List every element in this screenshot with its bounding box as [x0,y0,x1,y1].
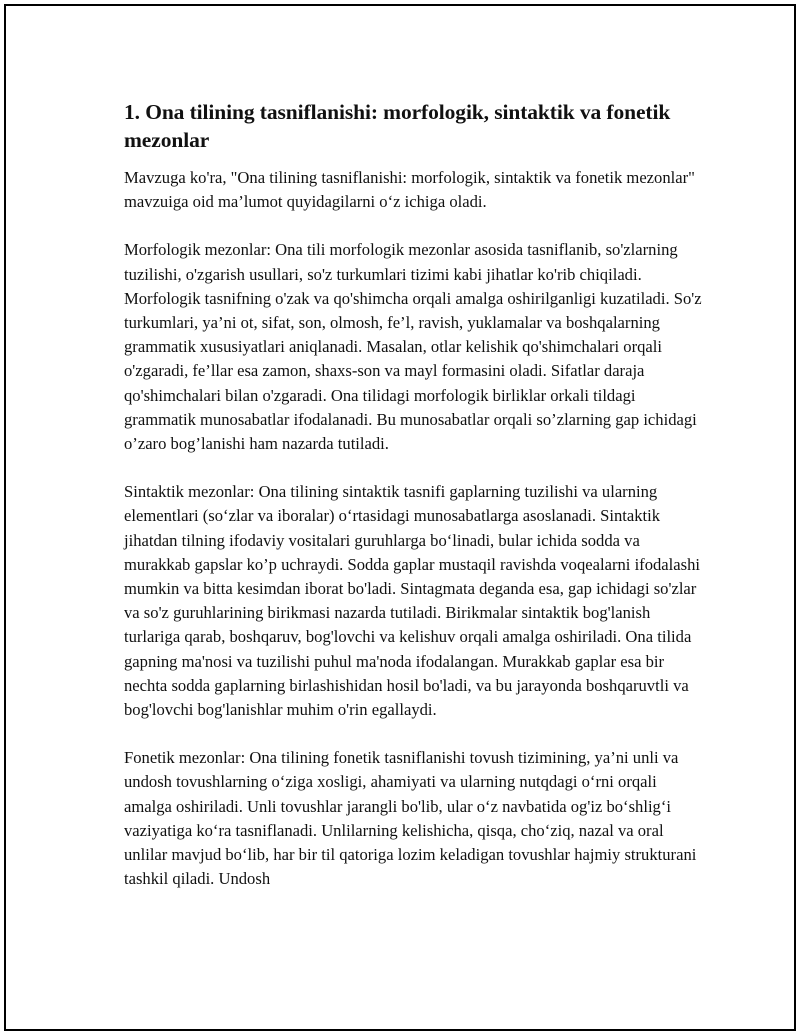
page-frame [4,4,796,1031]
paragraph-intro: Mavzuga ko'ra, "Ona tilining tasniflanishi: morfologik, sintaktik va fonetik mezonlar" mavzuiga oid ma’lumot quyidagilarni o‘z ichiga oladi. [124,168,695,212]
document-heading: 1. Ona tilining tasniflanishi: morfologik, sintaktik va fonetik mezonlar [124,100,671,152]
paragraph-phonetic: Fonetik mezonlar: Ona tilining fonetik tasniflanishi tovush tizimining, ya’ni unli va undosh tovushlarning o‘ziga xosligi, ahamiyati va ularning nutqdagi o‘rni orqali amalga oshiriladi. Unli tovushlar jarangli bo'lib, ular o‘z navbatida og'iz bo‘shlig‘i vaziyatiga ko‘ra tasniflanadi. Unlilarning kelishicha, qisqa, cho‘ziq, nazal va oral unlilar mavjud bo‘lib, har bir til qatoriga lozim keladigan tovushlar hajmiy strukturani tashkil qiladi. Undosh [124,748,697,889]
paragraph-morphological: Morfologik mezonlar: Ona tili morfologik mezonlar asosida tasniflanib, so'zlarning tuzilishi, o'zgarish usullari, so'z turkumlari tizimi kabi jihatlar ko'rib chiqiladi. Morfologik tasnifning o'zak va qo'shimcha orqali amalga oshirilganligi kuzatiladi. So'z turkumlari, ya’ni ot, sifat, son, olmosh, fe’l, ravish, yuklamalar va boshqalarning grammatik xususiyatlari aniqlanadi. Masalan, otlar kelishik qo'shimchalari orqali o'zgaradi, fe’llar esa zamon, shaxs-son va mayl formasini oladi. Sifatlar daraja qo'shimchalari bilan o'zgaradi. Ona tilidagi morfologik birliklar orkali tildagi grammatik munosabatlar ifodalanadi. Bu munosabatlar orqali so’zlarning gap ichidagi o’zaro bog’lanishi ham nazarda tutiladi. [124,240,702,454]
paragraph-syntactic: Sintaktik mezonlar: Ona tilining sintaktik tasnifi gaplarning tuzilishi va ularning elementlari (so‘zlar va iboralar) o‘rtasidagi munosabatlarga asoslanadi. Sintaktik jihatdan tilning ifodaviy vositalari guruhlarga bo‘linadi, bular ichida sodda va murakkab gapslar ko’p uchraydi. Sodda gaplar mustaqil ravishda voqealarni ifodalashi mumkin va bitta kesimdan iborat bo'ladi. Sintagmata deganda esa, gap ichidagi so'zlar va so'z guruhlarining birikmasi nazarda tutiladi. Birikmalar sintaktik bog'lanish turlariga qarab, boshqaruv, bog'lovchi va kelishuv orqali amalga oshiriladi. Ona tilida gapning ma'nosi va tuzilishi puhul ma'noda ifodalangan. Murakkab gaplar esa bir nechta sodda gaplarning birlashishidan hosil bo'ladi, va bu jarayonda boshqaruvtli va bog'lovchi bog'lanishlar muhim o'rin egallaydi. [124,482,701,720]
document-content [124,98,704,915]
